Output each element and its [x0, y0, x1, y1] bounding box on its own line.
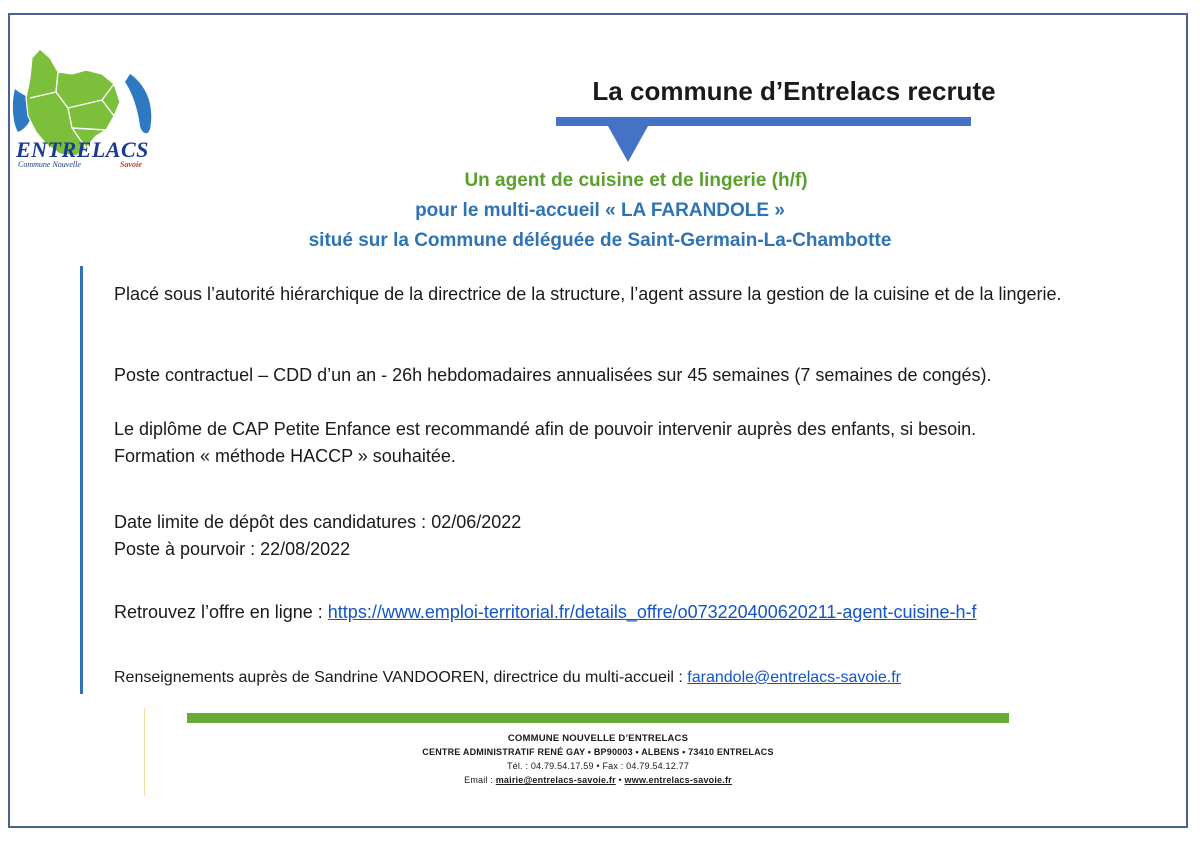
contact-paragraph: [114, 664, 1114, 691]
job-structure: pour le multi-accueil « LA FARANDOLE »: [415, 200, 785, 221]
logo-region: Savoie: [120, 160, 142, 169]
job-title: Un agent de cuisine et de lingerie (h/f): [464, 170, 808, 191]
footer-email-label: Email :: [464, 775, 496, 785]
footer-phone: Tél. : 04.79.54.17.59 • Fax : 04.79.54.12.77: [506, 761, 690, 771]
training-line: Formation « méthode HACCP » souhaitée.: [114, 446, 456, 466]
offer-link[interactable]: https://www.emploi-territorial.fr/details_offre/o073220400620211-agent-cuisine-h-f: [327, 602, 977, 622]
footer-org: COMMUNE NOUVELLE D’ENTRELACS: [507, 733, 689, 744]
offer-label: Retrouvez l’offre en ligne :: [114, 602, 328, 622]
requirements-paragraph: [114, 416, 1114, 470]
description-paragraph: Placé sous l’autorité hiérarchique de la directrice de la structure, l’agent assure la gestion de la cuisine et de la lingerie.: [114, 284, 1062, 304]
footer-contact: [187, 775, 1009, 785]
footer-separator: •: [615, 775, 625, 785]
logo-tagline: Commune Nouvelle: [18, 160, 81, 169]
entrelacs-logo: [10, 44, 165, 179]
job-location: situé sur la Commune déléguée de Saint-Germain-La-Chambotte: [308, 230, 892, 251]
start-date-line: Poste à pourvoir : 22/08/2022: [114, 539, 351, 559]
page-title: La commune d’Entrelacs recrute: [592, 76, 996, 106]
logo-wordmark: ENTRELACS: [16, 137, 149, 162]
diploma-line: Le diplôme de CAP Petite Enfance est recommandé afin de pouvoir intervenir auprès des enfants, si besoin.: [114, 419, 977, 439]
footer-website-link[interactable]: www.entrelacs-savoie.fr: [624, 775, 732, 785]
contract-paragraph: Poste contractuel – CDD d’un an - 26h hebdomadaires annualisées sur 45 semaines (7 semaines de congés).: [114, 365, 992, 385]
footer-address: CENTRE ADMINISTRATIF RENÉ GAY • BP90003 • ALBENS • 73410 ENTRELACS: [422, 747, 774, 757]
body-accent-rule: [80, 266, 83, 694]
deadline-line: Date limite de dépôt des candidatures : 02/06/2022: [114, 512, 522, 532]
title-pointer-triangle: [608, 126, 648, 162]
contact-email-link[interactable]: farandole@entrelacs-savoie.fr: [687, 669, 901, 686]
offer-paragraph: [114, 599, 1114, 626]
footer-email-link[interactable]: mairie@entrelacs-savoie.fr: [495, 775, 616, 785]
footer-green-bar: [187, 713, 1009, 723]
title-underline-bar: [556, 117, 971, 126]
footer-divider: [144, 708, 145, 796]
contact-label: Renseignements auprès de Sandrine VANDOOREN, directrice du multi-accueil :: [114, 669, 688, 686]
